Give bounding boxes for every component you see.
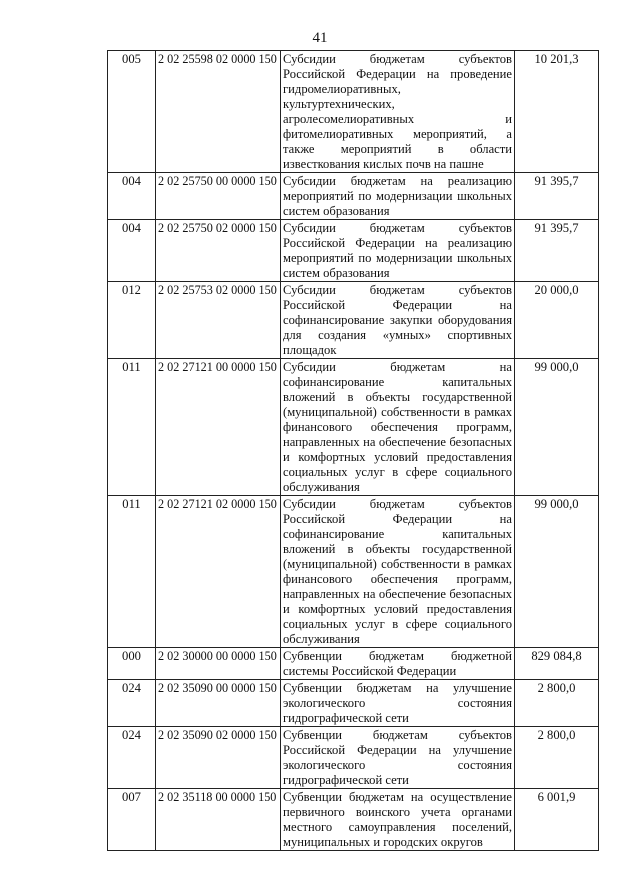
- budget-classification-code: 2 02 25753 02 0000 150: [156, 282, 281, 359]
- amount: 2 800,0: [515, 680, 599, 727]
- administrator-code: 005: [108, 51, 156, 173]
- table-row: [108, 680, 599, 727]
- administrator-code: 004: [108, 220, 156, 282]
- budget-classification-code: 2 02 25598 02 0000 150: [156, 51, 281, 173]
- administrator-code: 024: [108, 680, 156, 727]
- revenue-name: Субвенции бюджетам на улучшение экологического состояния гидрографической сети: [281, 680, 515, 727]
- revenue-name: Субсидии бюджетам субъектов Российской Федерации на реализацию мероприятий по модернизации школьных систем образования: [281, 220, 515, 282]
- budget-classification-code: 2 02 27121 02 0000 150: [156, 496, 281, 648]
- revenue-name: Субсидии бюджетам субъектов Российской Федерации на софинансирование капитальных вложений в объекты государственной (муниципальной) собственности в рамках финансового обеспечения программ, направленных на обеспечение безопасных и комфортных условий предоставления социальных услуг в сфере социального обслуживания: [281, 496, 515, 648]
- budget-classification-code: 2 02 35090 00 0000 150: [156, 680, 281, 727]
- administrator-code: 012: [108, 282, 156, 359]
- table-row: [108, 173, 599, 220]
- amount: 20 000,0: [515, 282, 599, 359]
- table-row: [108, 282, 599, 359]
- revenue-name: Субсидии бюджетам на реализацию мероприятий по модернизации школьных систем образования: [281, 173, 515, 220]
- table-row: [108, 51, 599, 173]
- amount: 2 800,0: [515, 727, 599, 789]
- administrator-code: 024: [108, 727, 156, 789]
- budget-classification-code: 2 02 27121 00 0000 150: [156, 359, 281, 496]
- amount: 99 000,0: [515, 496, 599, 648]
- table-row: [108, 496, 599, 648]
- table-row: [108, 789, 599, 851]
- table-row: [108, 648, 599, 680]
- budget-classification-code: 2 02 35090 02 0000 150: [156, 727, 281, 789]
- revenue-name: Субвенции бюджетам субъектов Российской Федерации на улучшение экологического состояния гидрографической сети: [281, 727, 515, 789]
- administrator-code: 011: [108, 359, 156, 496]
- administrator-code: 004: [108, 173, 156, 220]
- amount: 91 395,7: [515, 173, 599, 220]
- budget-classification-code: 2 02 35118 00 0000 150: [156, 789, 281, 851]
- administrator-code: 011: [108, 496, 156, 648]
- amount: 91 395,7: [515, 220, 599, 282]
- amount: 99 000,0: [515, 359, 599, 496]
- administrator-code: 000: [108, 648, 156, 680]
- table-row: [108, 220, 599, 282]
- budget-revenue-table: [107, 50, 599, 851]
- revenue-name: Субсидии бюджетам субъектов Российской Федерации на проведение гидромелиоративных, культуртехнических, агролесомелиоративных и фитомелиоративных мероприятий, а также мероприятий в области известкования кислых почв на пашне: [281, 51, 515, 173]
- table-row: [108, 727, 599, 789]
- revenue-name: Субсидии бюджетам субъектов Российской Федерации на софинансирование закупки оборудования для создания «умных» спортивных площадок: [281, 282, 515, 359]
- budget-classification-code: 2 02 30000 00 0000 150: [156, 648, 281, 680]
- budget-classification-code: 2 02 25750 00 0000 150: [156, 173, 281, 220]
- revenue-name: Субсидии бюджетам на софинансирование капитальных вложений в объекты государственной (муниципальной) собственности в рамках финансового обеспечения программ, направленных на обеспечение безопасных и комфортных условий предоставления социальных услуг в сфере социального обслуживания: [281, 359, 515, 496]
- amount: 829 084,8: [515, 648, 599, 680]
- amount: 6 001,9: [515, 789, 599, 851]
- page-number: 41: [312, 30, 328, 46]
- table-row: [108, 359, 599, 496]
- amount: 10 201,3: [515, 51, 599, 173]
- administrator-code: 007: [108, 789, 156, 851]
- budget-classification-code: 2 02 25750 02 0000 150: [156, 220, 281, 282]
- revenue-name: Субвенции бюджетам на осуществление первичного воинского учета органами местного самоуправления поселений, муниципальных и городских округов: [281, 789, 515, 851]
- revenue-name: Субвенции бюджетам бюджетной системы Российской Федерации: [281, 648, 515, 680]
